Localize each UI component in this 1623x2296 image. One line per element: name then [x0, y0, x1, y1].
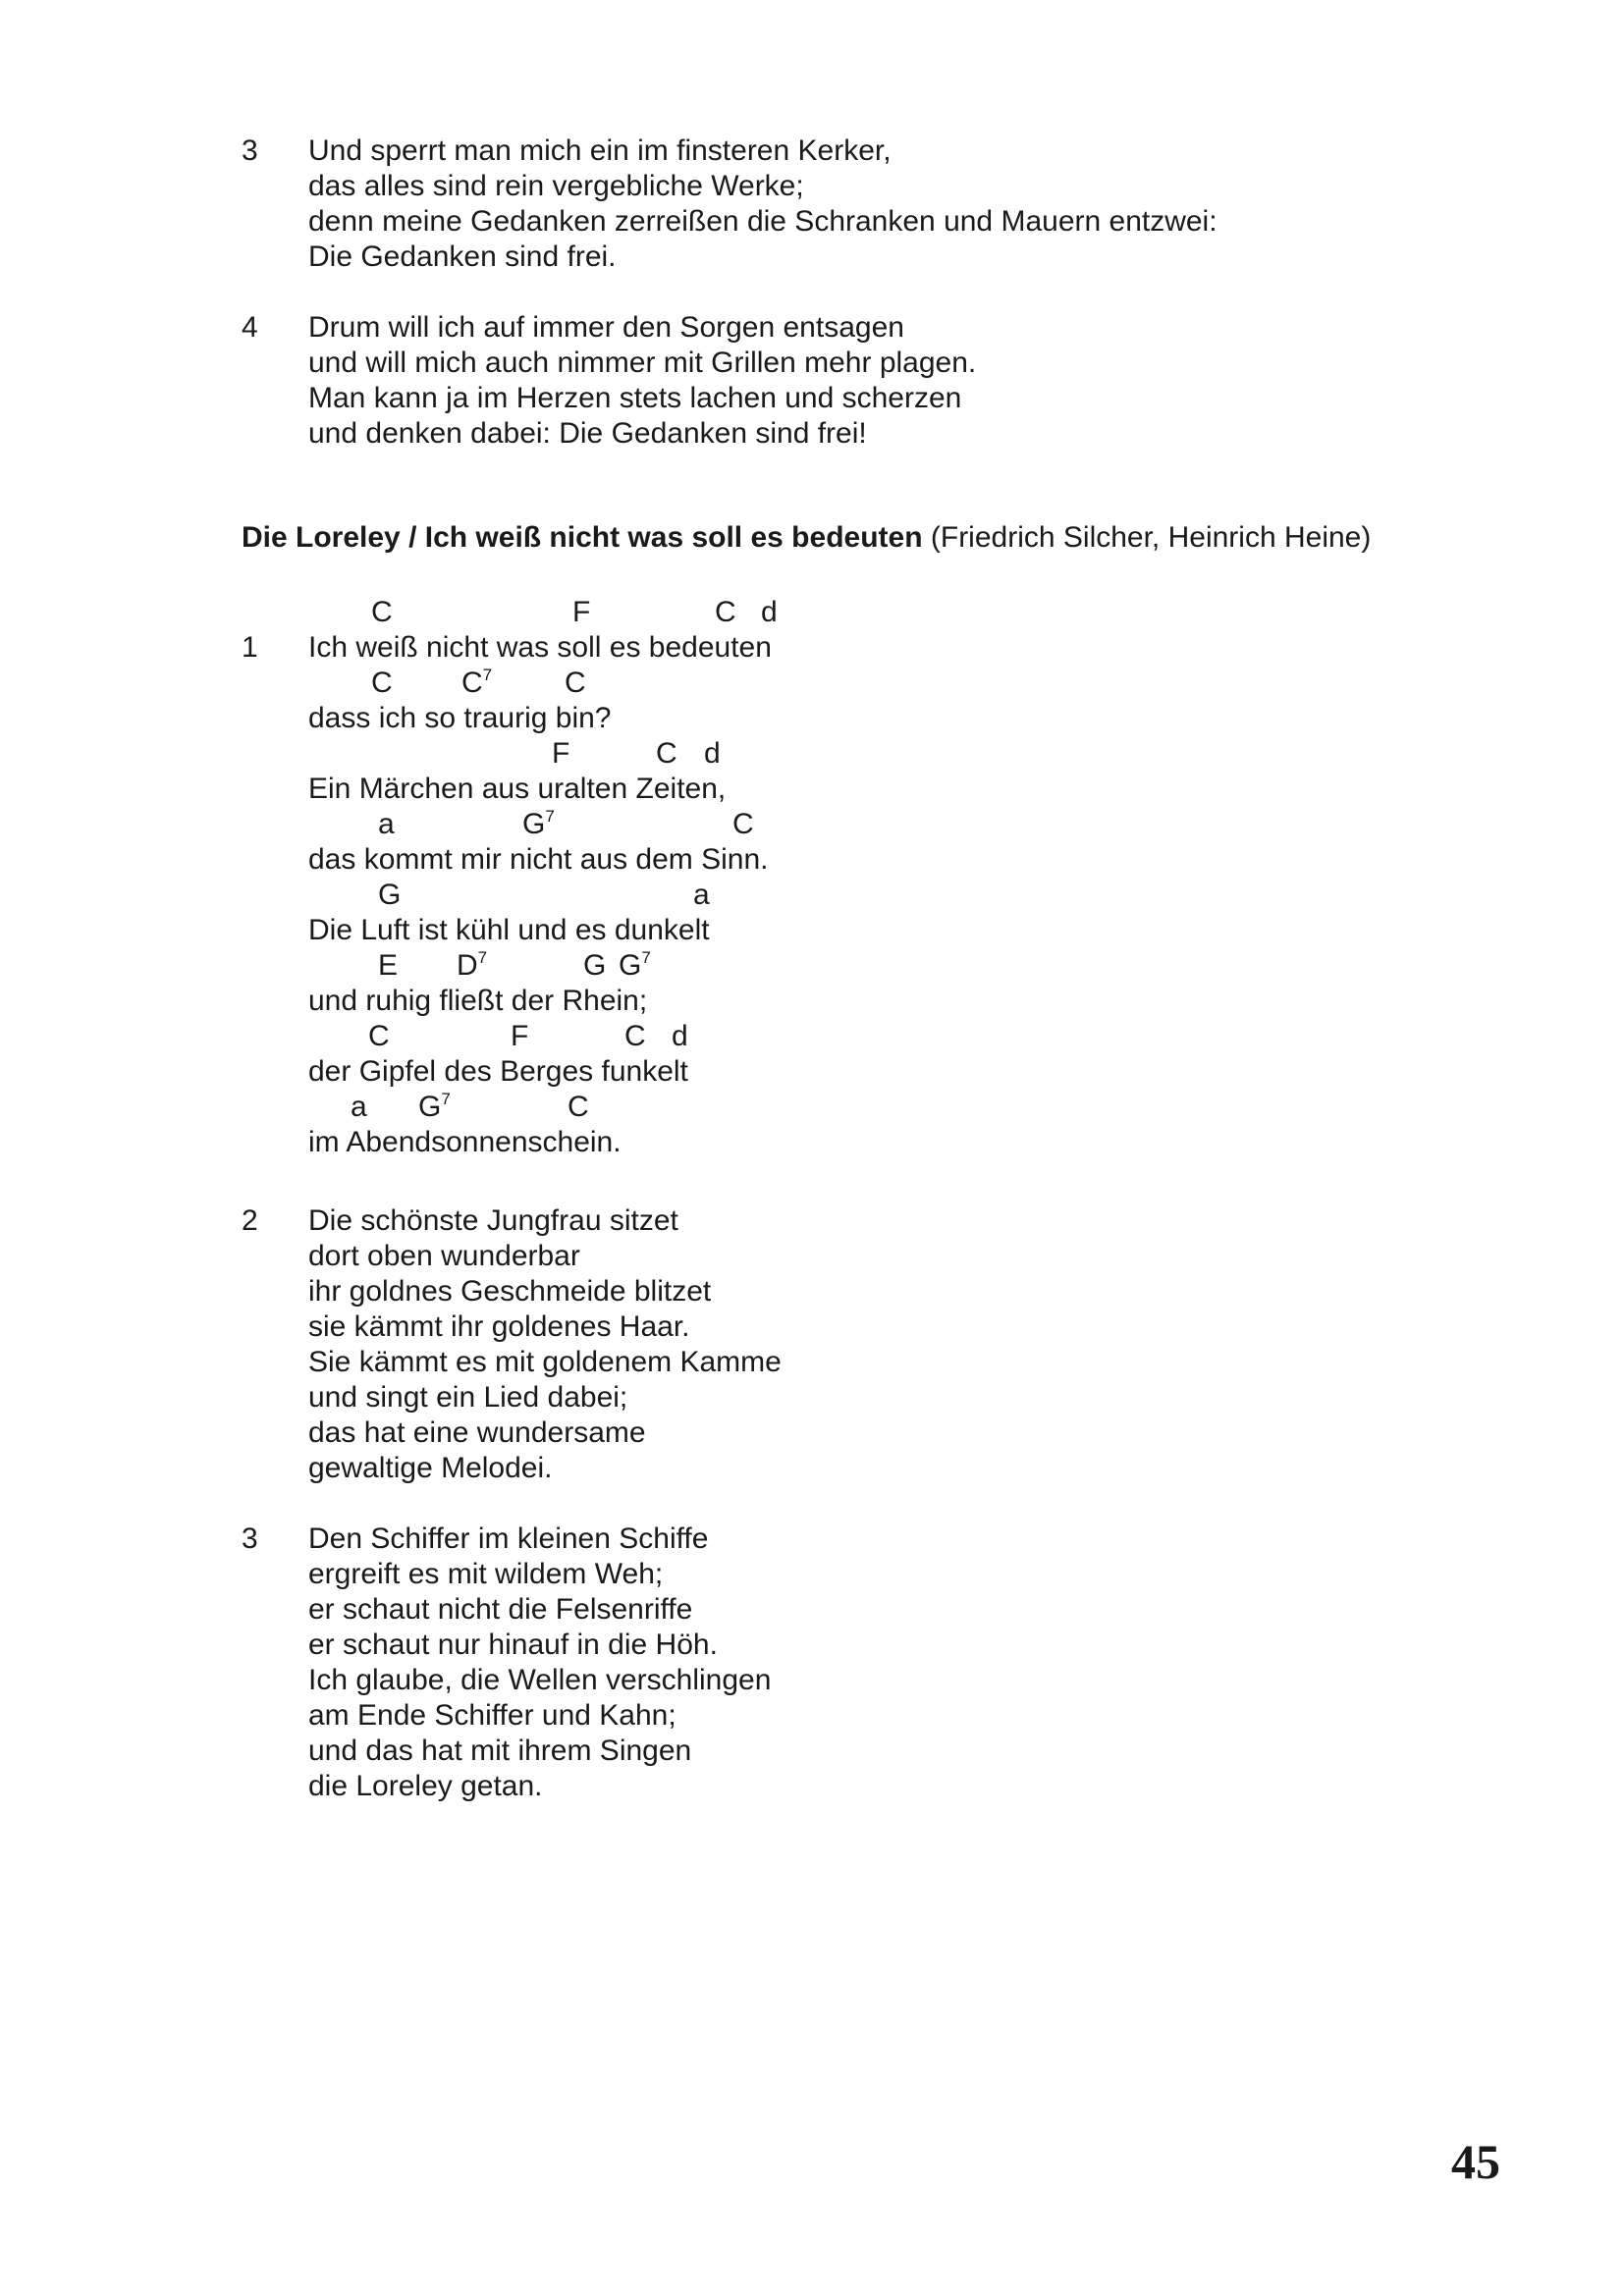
chord-root: D — [457, 949, 478, 982]
chord-with-extension — [522, 807, 555, 842]
chord: C — [565, 667, 586, 699]
chord: C — [371, 667, 393, 699]
prev-song-verse-3 — [0, 133, 1623, 275]
chord: d — [704, 737, 721, 770]
lyric-line: sie kämmt ihr goldenes Haar. — [308, 1310, 690, 1343]
chord: d — [672, 1020, 688, 1052]
verse-number: 1 — [242, 631, 258, 664]
lyric-line: Die Gedanken sind frei. — [308, 240, 617, 273]
verse-number: 3 — [242, 134, 258, 167]
chord-with-extension — [418, 1090, 451, 1125]
chord-extension: 7 — [545, 807, 555, 826]
verse-number: 3 — [242, 1522, 258, 1555]
chord: C — [371, 596, 393, 628]
lyric-line: ihr goldnes Geschmeide blitzet — [308, 1275, 712, 1308]
lyric-line: er schaut nicht die Felsenriffe — [308, 1593, 693, 1626]
chord: C — [732, 808, 754, 840]
chord: C — [568, 1091, 589, 1123]
lyric-line: Man kann ja im Herzen stets lachen und scherzen — [308, 382, 962, 414]
chord-row — [0, 666, 1623, 701]
lyric-line: und will mich auch nimmer mit Grillen mehr plagen. — [308, 347, 977, 379]
chord: C — [656, 737, 677, 770]
song-credits: (Friedrich Silcher, Heinrich Heine) — [930, 521, 1372, 554]
chord: a — [693, 879, 710, 911]
chord-row — [0, 1019, 1623, 1054]
lyric-line: und das hat mit ihrem Singen — [308, 1735, 692, 1767]
prev-song-verse-4 — [0, 310, 1623, 452]
chord: a — [378, 808, 395, 840]
chord: G — [378, 879, 402, 911]
lyric-line: denn meine Gedanken zerreißen die Schranken und Mauern entzwei: — [308, 205, 1217, 238]
lyric-line: und ruhig fließt der Rhein; — [308, 985, 648, 1017]
chord: C — [368, 1020, 390, 1052]
verse-number: 2 — [242, 1204, 258, 1237]
lyric-line: die Loreley getan. — [308, 1770, 543, 1802]
chord-row — [0, 948, 1623, 984]
chord-extension: 7 — [482, 666, 493, 684]
song-verse-2 — [0, 1203, 1623, 1486]
chord-row — [0, 736, 1623, 772]
lyric-line: Ich glaube, die Wellen verschlingen — [308, 1664, 772, 1696]
chord-row — [0, 807, 1623, 842]
chord: E — [378, 949, 399, 982]
lyric-line: das alles sind rein vergebliche Werke; — [308, 170, 804, 202]
lyric-line: Und sperrt man mich ein im finsteren Kerker, — [308, 134, 892, 167]
chord: F — [552, 737, 570, 770]
lyric-line: und singt ein Lied dabei; — [308, 1381, 628, 1414]
lyric-line: Die schönste Jungfrau sitzet — [308, 1204, 678, 1237]
chord-extension: 7 — [477, 948, 488, 967]
chord-root: G — [418, 1091, 442, 1123]
chord-extension: 7 — [641, 948, 651, 967]
lyric-line: dass ich so traurig bin? — [308, 702, 612, 734]
chord: a — [351, 1091, 367, 1123]
lyric-line: Die Luft ist kühl und es dunkelt — [308, 914, 710, 946]
song-title — [242, 520, 1371, 556]
page-number: 45 — [1451, 2134, 1500, 2189]
lyric-line: er schaut nur hinauf in die Höh. — [308, 1629, 718, 1661]
chord: F — [511, 1020, 529, 1052]
lyric-line: im Abendsonnenschein. — [308, 1126, 622, 1158]
verse-number: 4 — [242, 311, 258, 344]
chord-with-extension — [461, 666, 492, 701]
chord: C — [715, 596, 736, 628]
lyric-line: am Ende Schiffer und Kahn; — [308, 1699, 676, 1732]
chord-with-extension — [457, 948, 487, 984]
lyric-line: Ich weiß nicht was soll es bedeuten — [308, 631, 772, 664]
lyric-line: der Gipfel des Berges funkelt — [308, 1055, 688, 1088]
song-verse-1 — [0, 595, 1623, 1160]
song-title-text: Die Loreley / Ich weiß nicht was soll es bedeuten — [242, 521, 923, 554]
lyric-line: Den Schiffer im kleinen Schiffe — [308, 1522, 709, 1555]
lyric-line: Sie kämmt es mit goldenem Kamme — [308, 1346, 782, 1378]
lyric-line: das kommt mir nicht aus dem Sinn. — [308, 843, 769, 876]
lyric-line: und denken dabei: Die Gedanken sind frei! — [308, 417, 867, 450]
chord: G — [583, 949, 607, 982]
chord-row — [0, 595, 1623, 630]
chord-with-extension — [619, 948, 651, 984]
lyric-line: das hat eine wundersame — [308, 1416, 646, 1449]
chord-root: C — [461, 667, 483, 699]
chord: C — [624, 1020, 646, 1052]
song-verse-3 — [0, 1522, 1623, 1804]
chord: F — [572, 596, 591, 628]
chord-root: G — [619, 949, 642, 982]
lyric-line: dort oben wunderbar — [308, 1240, 580, 1272]
lyric-line: Drum will ich auf immer den Sorgen entsagen — [308, 311, 904, 344]
chord: d — [761, 596, 778, 628]
chord-row — [0, 1090, 1623, 1125]
chord-root: G — [522, 808, 546, 840]
chord-extension: 7 — [441, 1090, 451, 1108]
lyric-line: ergreift es mit wildem Weh; — [308, 1558, 664, 1590]
lyric-line: Ein Märchen aus uralten Zeiten, — [308, 773, 727, 805]
chord-row — [0, 878, 1623, 913]
lyric-line: gewaltige Melodei. — [308, 1452, 553, 1484]
